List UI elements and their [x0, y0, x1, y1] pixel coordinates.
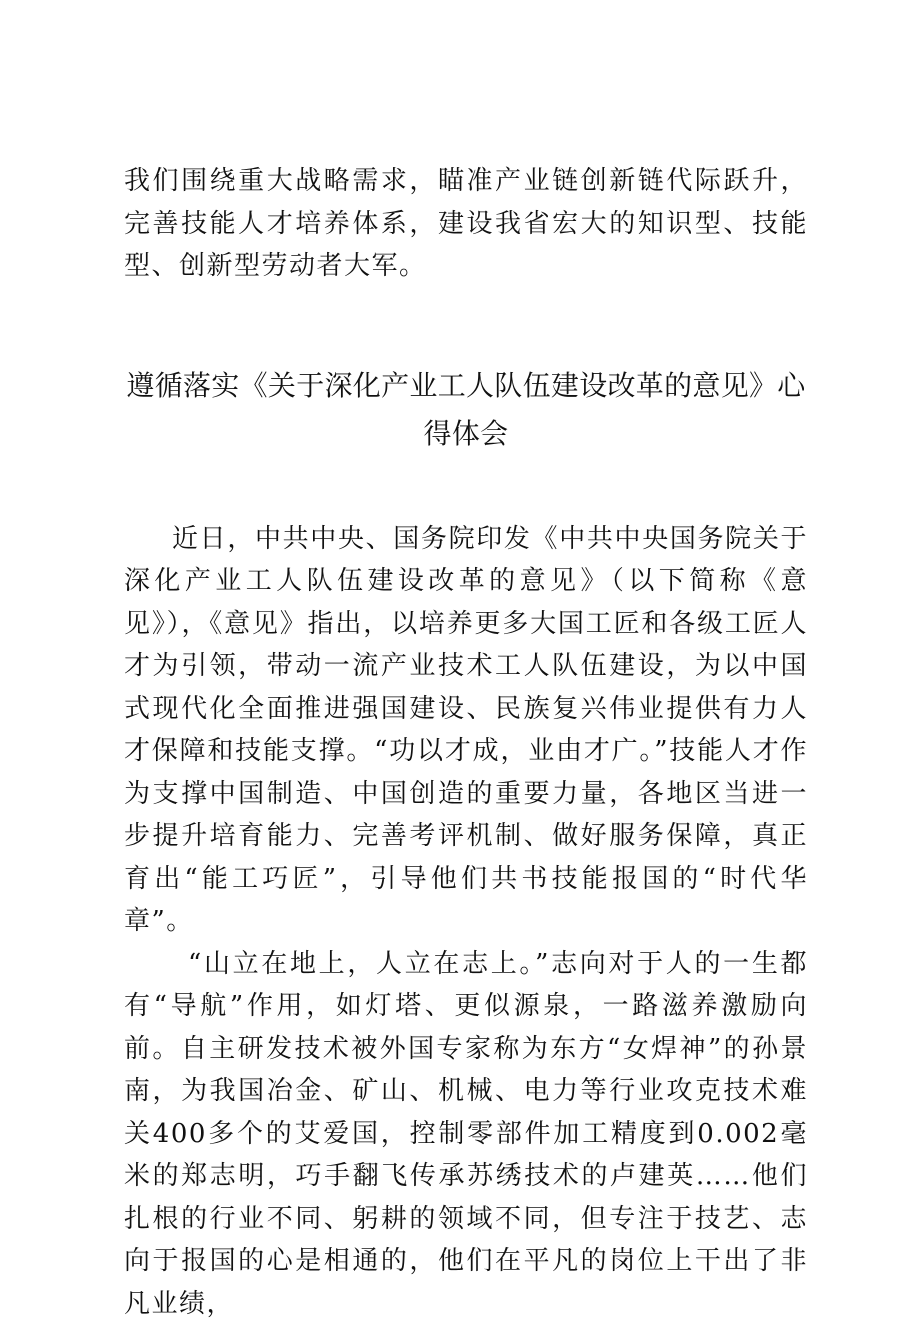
body-paragraph-2: “山立在地上，人立在志上。”志向对于人的一生都有“导航”作用，如灯塔、更似源泉，一路滋养激励向前。自主研发技术被外国专家称为东方“女焊神”的孙景南，为我国冶金、矿山、机械、电力等行业攻克技术难关400多个的艾爱国，控制零部件加工精度到0.002毫米的郑志明，巧手翻飞传承苏绣技术的卢建英……他们扎根的行业不同、躬耕的领域不同，但专注于技艺、志向于报国的心是相通的，他们在平凡的岗位上干出了非凡业绩，	[124, 943, 808, 1325]
body-paragraph-1: 近日，中共中央、国务院印发《中共中央国务院关于深化产业工人队伍建设改革的意见》（以下简称《意见》），《意见》指出，以培养更多大国工匠和各级工匠人才为引领，带动一流产业技术工人队伍建设，为以中国式现代化全面推进强国建设、民族复兴伟业提供有力人才保障和技能支撑。“功以才成，业由才广。”技能人才作为支撑中国制造、中国创造的重要力量，各地区当进一步提升培育能力、完善考评机制、做好服务保障，真正育出“能工巧匠”，引导他们共书技能报国的“时代华章”。	[124, 518, 808, 943]
lead-paragraph: 我们围绕重大战略需求，瞄准产业链创新链代际跃升，完善技能人才培养体系，建设我省宏大的知识型、技能型、创新型劳动者大军。	[124, 160, 808, 288]
article-title: 遵循落实《关于深化产业工人队伍建设改革的意见》心得体会	[124, 362, 808, 458]
